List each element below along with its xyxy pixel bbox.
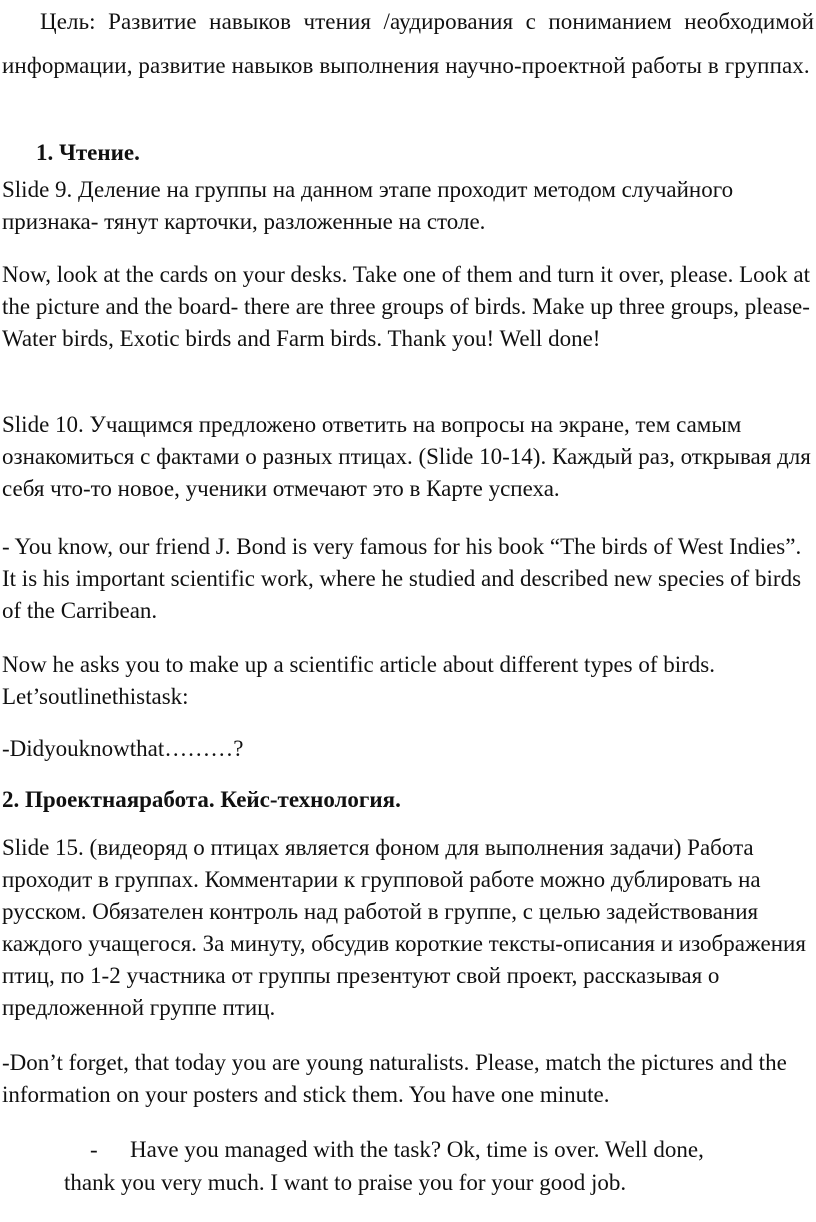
- naturalists-paragraph: -Don’t forget, that today you are young naturalists. Please, match the pictures and the information on your posters and stick them. You have one minute.: [2, 1050, 787, 1107]
- bond-book-paragraph: - You know, our friend J. Bond is very famous for his book “The birds of West Indies”. It is his important scientific work, where he studied and described new species of birds of the Carribean.: [2, 534, 802, 623]
- final-line-1: Have you managed with the task? Ok, time is over. Well done,: [130, 1137, 704, 1162]
- slide-15-paragraph: Slide 15. (видеоряд о птицах является фоном для выполнения задачи) Работа проходит в группах. Комментарии к групповой работе можно дублировать на русском. Обязателен контроль над работой в группе, с целью задействования каждого учащегося. За минуту, обсудив короткие тексты-описания и изображения птиц, по 1-2 участника от группы презентуют свой проект, рассказывая о предложенной группе птиц.: [2, 835, 806, 1020]
- goal-paragraph: Цель: Развитие навыков чтения /аудирования с пониманием необходимой информации, развитие навыков выполнения научно-проектной работы в группах.: [2, 9, 814, 78]
- slide-9-paragraph: Slide 9. Деление на группы на данном этапе проходит методом случайного признака- тянут карточки, разложенные на столе.: [2, 177, 734, 234]
- final-list-item: [64, 1133, 784, 1199]
- final-line-2: thank you very much. I want to praise you for your good job.: [64, 1170, 627, 1195]
- section-heading-project-work: 2. Проектнаяработа. Кейс-технология.: [2, 787, 401, 812]
- section-heading-reading: 1. Чтение.: [36, 140, 140, 165]
- cards-instruction-paragraph: Now, look at the cards on your desks. Take one of them and turn it over, please. Look at the picture and the board- there are three groups of birds. Make up three groups, please- Water birds, Exotic birds and Farm birds. Thank you! Well done!: [2, 262, 811, 351]
- scientific-article-paragraph: Now he asks you to make up a scientific article about different types of birds. Let’soutlinethistask:: [2, 652, 716, 709]
- list-dash-marker: -: [90, 1137, 98, 1162]
- did-you-know-line: -Didyouknowthat………?: [2, 736, 244, 761]
- slide-10-paragraph: Slide 10. Учащимся предложено ответить на вопросы на экране, тем самым ознакомиться с фактами о разных птицах. (Slide 10-14). Каждый раз, открывая для себя что-то новое, ученики отмечают это в Карте успеха.: [2, 412, 811, 501]
